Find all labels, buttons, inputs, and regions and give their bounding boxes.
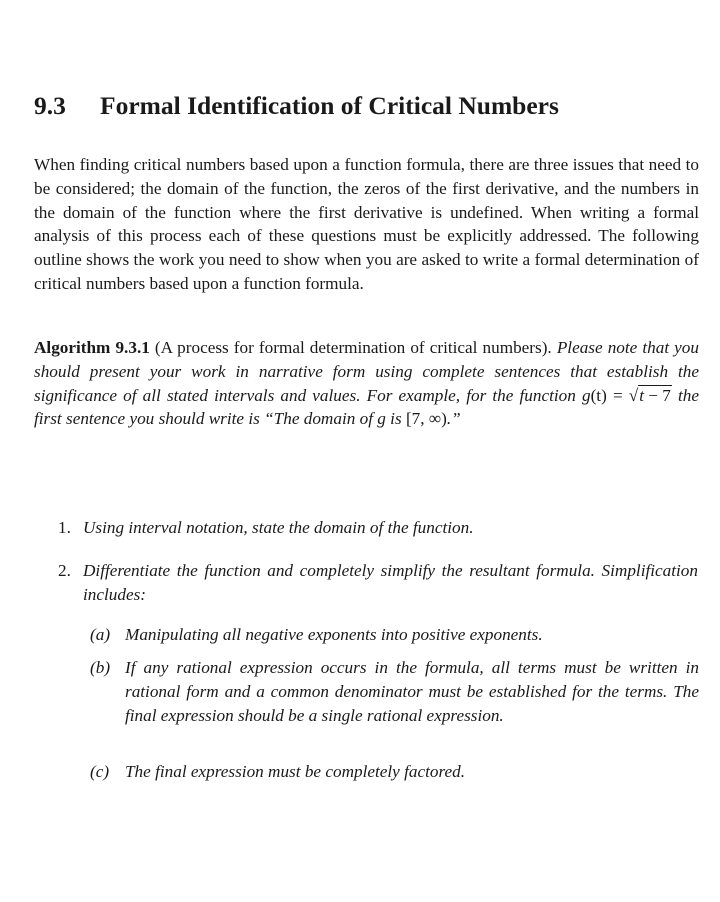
function-name: g [581, 385, 591, 405]
after-function-text: the first sentence you should write is [34, 385, 699, 429]
quote-variable: g [377, 409, 386, 429]
radicand [638, 385, 672, 405]
square-root-expression [629, 384, 672, 408]
domain-interval: [7, ∞) [405, 409, 447, 429]
substep-text: The final expression must be completely factored. [125, 762, 466, 781]
intro-paragraph: When finding critical numbers based upon a function formula, there are three issues that need to be considered; the domain of the function, the zeros of the first derivative, and the numbers in the domain of the function where the first derivative is undefined. When writing a formal analysis of this process each of these questions must be explicitly addressed. The following outline shows the work you need to show when you are asked to write a formal determination of critical numbers based upon a function formula. [34, 155, 699, 293]
section-number: 9.3 [34, 91, 66, 120]
substep-marker: (b) [90, 658, 111, 677]
radicand-constant: − 7 [643, 385, 671, 405]
quote-open-text: “The domain of [264, 409, 373, 429]
substep-text: Manipulating all negative exponents into positive exponents. [125, 625, 543, 644]
step-text: Using interval notation, state the domain of the function. [83, 518, 474, 537]
section-title: Formal Identification of Critical Numbers [100, 91, 559, 120]
quote-close: .” [446, 409, 461, 429]
substep-marker: (c) [90, 762, 110, 781]
algorithm-label: Algorithm 9.3.1 [34, 338, 150, 357]
quote-is-text: is [390, 409, 402, 429]
radicand-variable: t [639, 385, 644, 405]
substep-marker: (a) [90, 625, 111, 644]
function-argument: (t) [590, 385, 607, 405]
step-marker: 1. [58, 518, 71, 537]
substep-text: If any rational expression occurs in the formula, all terms must be written in rational form and a common denominator must be established for the terms. The final expression should be a single rational expression. [125, 658, 699, 725]
step-marker: 2. [58, 561, 71, 580]
algorithm-caption: (A process for formal determination of critical numbers). [154, 338, 552, 357]
algorithm-note: Please note that you should present your work in narrative form using complete sentences that establish the significance of all stated intervals and values. For example, for the function [34, 338, 699, 405]
step-text: Differentiate the function and completely simplify the resultant formula. Simplification includes: [83, 561, 698, 604]
algorithm-block [34, 336, 699, 431]
equals-sign: = [612, 385, 623, 405]
sqrt-symbol: √ [628, 385, 639, 405]
section-heading [34, 88, 694, 124]
